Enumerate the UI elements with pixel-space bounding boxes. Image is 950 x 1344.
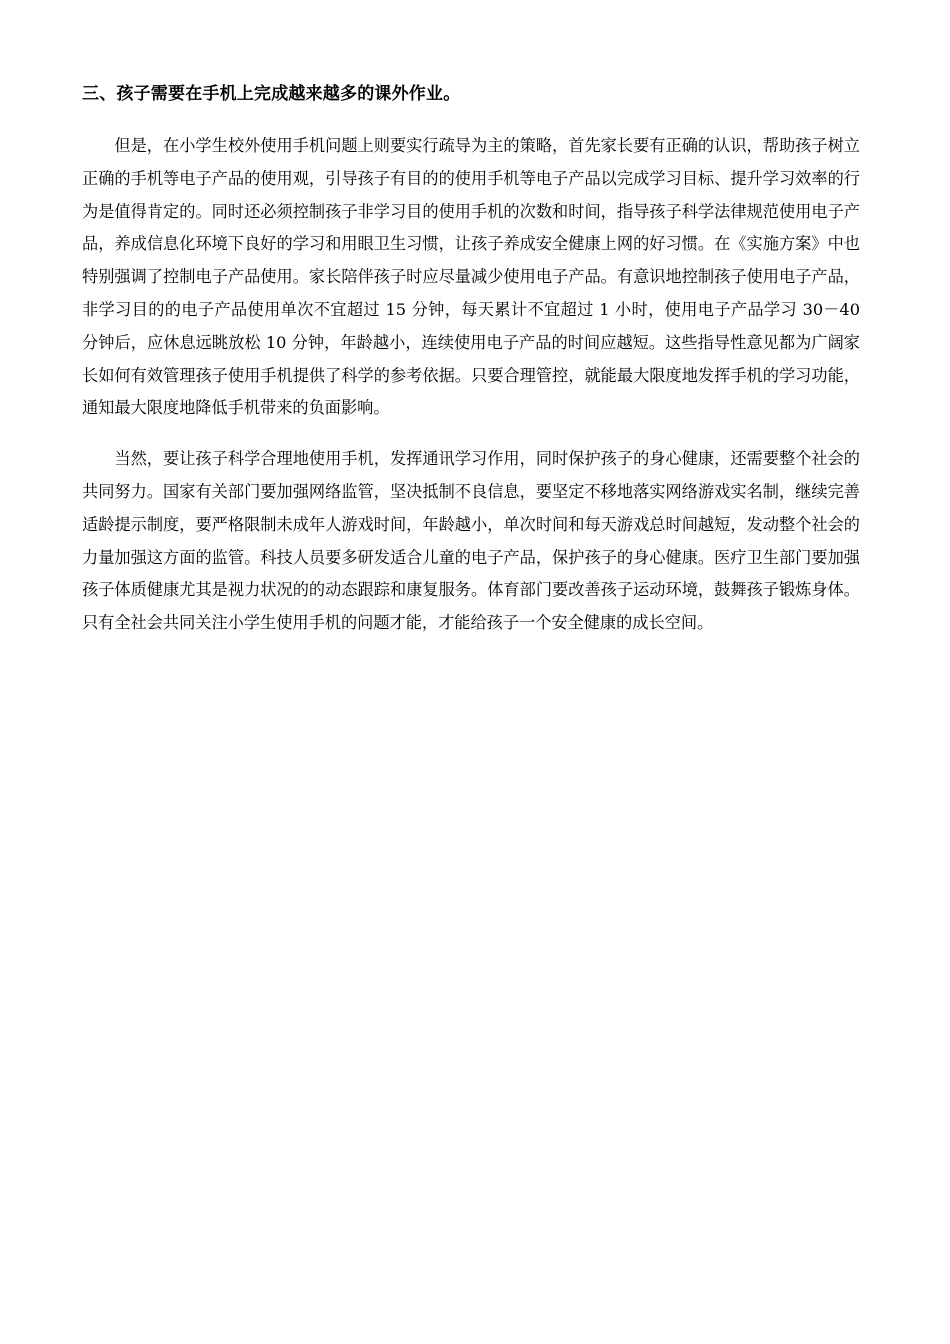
section-heading: 三、孩子需要在手机上完成越来越多的课外作业。 <box>82 84 461 104</box>
paragraph-guidance: 但是，在小学生校外使用手机问题上则要实行疏导为主的策略，首先家长要有正确的认识，帮助孩子树立正确的手机等电子产品的使用观，引导孩子有目的的使用手机等电子产品以完成学习目标、提升学习效率的行为是值得肯定的。同时还必须控制孩子非学习目的使用手机的次数和时间，指导孩子科学法律规范使用电子产品，养成信息化环境下良好的学习和用眼卫生习惯，让孩子养成安全健康上网的好习惯。在《实施方案》中也特别强调了控制电子产品使用。家长陪伴孩子时应尽量减少使用电子产品。有意识地控制孩子使用电子产品，非学习目的的电子产品使用单次不宜超过 15 分钟，每天累计不宜超过 1 小时，使用电子产品学习 30－40 分钟后，应休息远眺放松 10 分钟，年龄越小，连续使用电子产品的时间应越短。这些指导性意见都为广阔家长如何有效管理孩子使用手机提供了科学的参考依据。只要合理管控，就能最大限度地发挥手机的学习功能，通知最大限度地降低手机带来的负面影响。 <box>82 136 860 418</box>
paragraph-society: 当然，要让孩子科学合理地使用手机，发挥通讯学习作用，同时保护孩子的身心健康，还需要整个社会的共同努力。国家有关部门要加强网络监管，坚决抵制不良信息，要坚定不移地落实网络游戏实名制，继续完善适龄提示制度，要严格限制未成年人游戏时间，年龄越小，单次时间和每天游戏总时间越短，发动整个社会的力量加强这方面的监管。科技人员要多研发适合儿童的电子产品，保护孩子的身心健康。医疗卫生部门要加强孩子体质健康尤其是视力状况的的动态跟踪和康复服务。体育部门要改善孩子运动环境，鼓舞孩子锻炼身体。只有全社会共同关注小学生使用手机的问题才能，才能给孩子一个安全健康的成长空间。 <box>82 449 860 633</box>
document-body <box>82 80 860 658</box>
